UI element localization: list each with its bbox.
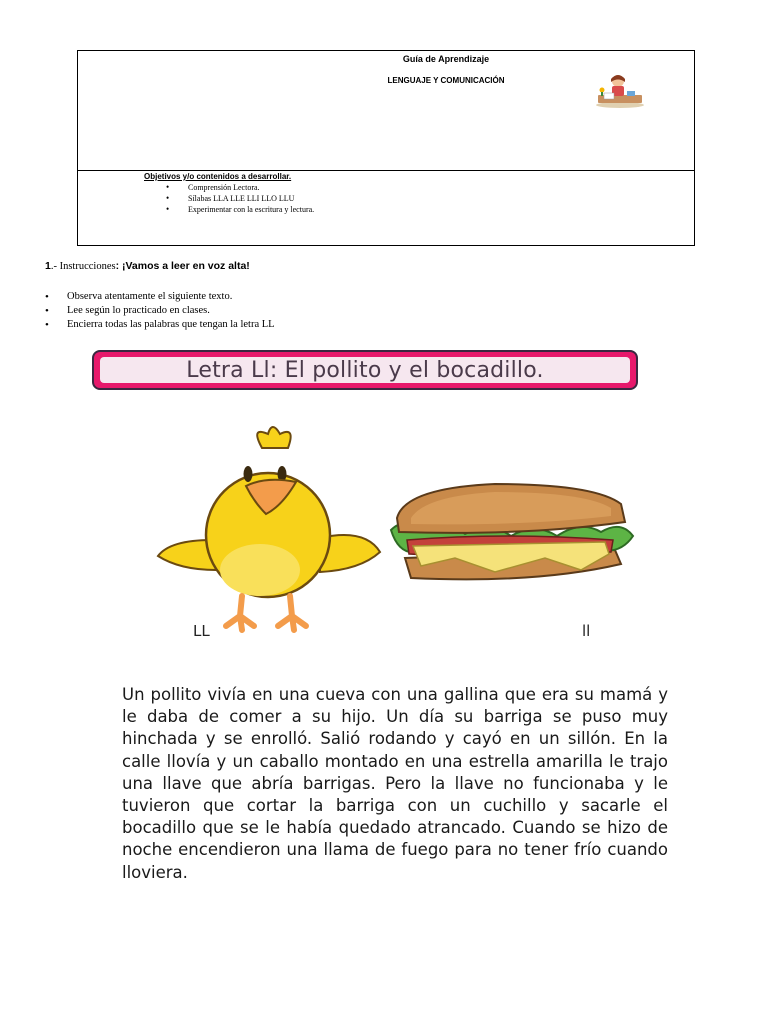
instruction-bullet: • Lee según lo practicado en clases. <box>45 304 275 318</box>
instruction-prefix: .- Instrucciones <box>50 261 116 272</box>
objective-item: • Experimentar con la escritura y lectura. <box>166 204 314 215</box>
banner-title: Letra Ll: El pollito y el bocadillo. <box>186 357 544 383</box>
objectives-heading: Objetivos y/o contenidos a desarrollar. <box>144 172 292 181</box>
sandwich-illustration <box>385 480 635 590</box>
instruction-bullets <box>45 290 275 332</box>
instruction-text: : ¡Vamos a leer en voz alta! <box>115 260 250 272</box>
instruction-bullet: • Encierra todas las palabras que tengan la letra LL <box>45 318 275 332</box>
label-lowercase-ll: ll <box>582 622 591 640</box>
teacher-illustration <box>594 73 646 109</box>
subject-title: LENGUAJE Y COMUNICACIÓN <box>387 76 505 85</box>
chick-illustration <box>150 420 385 635</box>
instructions-line <box>45 260 250 272</box>
story-text: Un pollito vivía en una cueva con una gallina que era su mamá y le daba de comer a su hijo. Un día su barriga se puso muy hinchada y se enrolló. Salió rodando y cayó en un sillón. En la calle llovía y un caballo montado en una estrella amarilla le trajo una llave que abría barrigas. Pero la llave no funcionaba y le tuvieron que cortar la barriga con un cuchillo y sacarle el bocadillo que se le había quedado atrancado. Cuando se hizo de noche encendieron una llama de fuego para no tener frío cuando lloviera. <box>122 685 668 882</box>
objective-item: • Comprensión Lectora. <box>166 182 314 193</box>
objectives-section <box>144 172 314 215</box>
objective-item: • Sílabas LLA LLE LLI LLO LLU <box>166 193 314 204</box>
lesson-banner <box>92 350 638 390</box>
banner-inner <box>100 357 630 383</box>
header-divider <box>78 170 694 171</box>
guide-title: Guía de Aprendizaje <box>402 54 490 64</box>
instruction-bullet: • Observa atentamente el siguiente texto. <box>45 290 275 304</box>
objectives-list <box>144 182 314 215</box>
label-uppercase-ll: LL <box>193 622 210 640</box>
instruction-number: 1 <box>45 260 51 272</box>
guide-header-box <box>77 50 695 246</box>
